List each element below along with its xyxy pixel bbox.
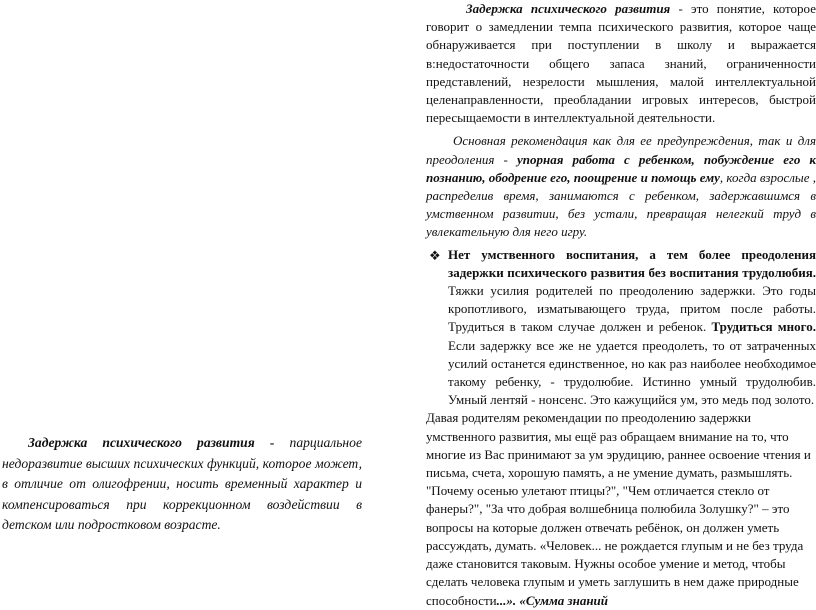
diligence-heading: Нет умственного воспитания, а тем более преодоления задержки психического развития без воспитания трудолюбия. <box>448 246 816 280</box>
recommendation-emphasis: упорная работа с ребенком, побуждение его к познанию, ободрение его, поощрение и помощь ему <box>426 151 816 185</box>
diligence-emphasis: Трудиться много. <box>711 319 816 335</box>
paragraph-recommendation <box>426 132 816 241</box>
diligence-text-a: Тяжки усилия родителей по преодолению задержки. Это годы кропотливого, изматывающего труда, притом после работы. Трудиться в таком случае должен и ребенок. <box>448 283 816 335</box>
recommendation-lead: Основная рекомендация как для ее предупреждения, так и для преодоления - <box>426 133 816 167</box>
definition-text: парциальное недоразвитие высших психических функций, которое может, в отличие от олигофрении, носить временный характер и компенсироваться при коррекционном воздействии в детском или подростковом возрасте. <box>2 435 362 532</box>
diamond-bullet-icon: ❖ <box>429 247 441 263</box>
bullet-paragraph-diligence <box>426 246 816 410</box>
recommendation-rest: , когда взрослые , распределив время, занимаются с ребенком, задержавшимся в умственном развитии, без устали, превращая нелегкий труд в увлекательную для него игру. <box>426 169 816 240</box>
definition-paragraph <box>2 433 362 536</box>
parents-advice-end: ...». «Сумма знаний <box>496 592 609 608</box>
parents-advice-text: Давая родителям рекомендации по преодолению задержки умственного развития, мы ещё раз обращаем внимание на то, что многие из Вас принимают за ум эрудицию, раннее освоение чтения и письма, счета, хорошую память, а не умение думать, размышлять. "Почему осенью улетают птицы?", "Чем отличается стекло от фанеры?", "За что добрая волшебница полюбила Золушку?" – это вопросы на которые должен отвечать ребёнок, он должен уметь рассуждать, думать. «Человек... не рождается глупым и не без труда даже становится таковым. Нужны особое умение и метод, чтобы сделать человека глупым и уметь заглушить в нем даже природные способности <box>426 410 811 608</box>
right-text-column <box>426 0 816 610</box>
left-definition-block <box>2 433 362 536</box>
diligence-text-b: Если задержку все же не удается преодолеть, то от затраченных усилий останется единственное, но как раз наиболее необходимое такому ребенку, - трудолюбие. Истинно умный трудолюбив. Умный лентяй - нонсенс. Это кажущийся ум, это медь под золото. <box>448 337 816 408</box>
definition-term: Задержка психического развития - <box>28 435 275 450</box>
paragraph-definition <box>426 0 816 127</box>
paragraph-parents-advice <box>426 409 816 609</box>
paragraph-definition-term: Задержка психического развития <box>466 1 671 16</box>
paragraph-definition-text: - это понятие, которое говорит о замедлении темпа психического развития, которое чаще обнаруживается при поступлении в школу и выражается в:недостаточности общего запаса знаний, ограниченности представлений, незрелости мышления, малой интеллектуальной целенаправленности, преобладании игровых интересов, быстрой пересыщаемости в интеллектуальной деятельности. <box>426 1 816 126</box>
